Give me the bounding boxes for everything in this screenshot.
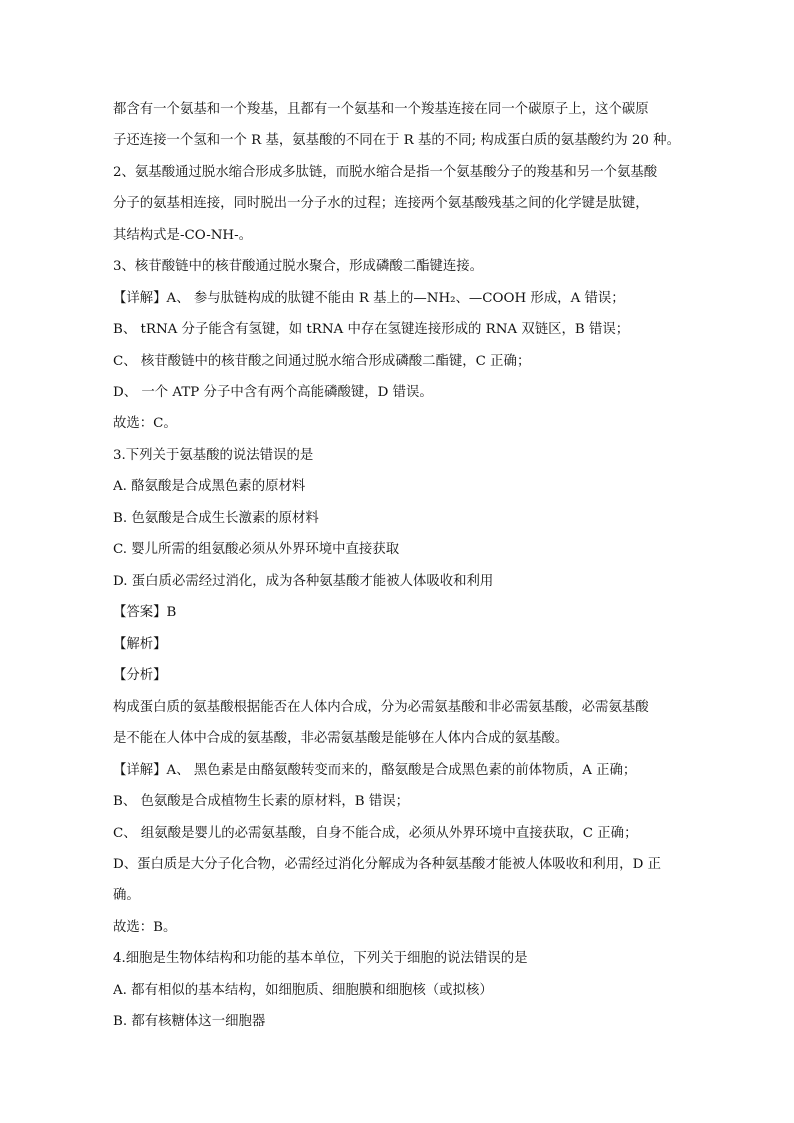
- text-line: 【详解】A、 黑色素是由酪氨酸转变而来的，酪氨酸是合成黑色素的前体物质，A 正确；: [113, 763, 637, 778]
- question-title: 4.细胞是生物体结构和功能的基本单位，下列关于细胞的说法错误的是: [113, 951, 528, 966]
- text-line: 故选：B。: [113, 920, 177, 935]
- text-line: C、 组氨酸是婴儿的必需氨基酸，自身不能合成，必须从外界环境中直接获取，C 正确；: [113, 826, 638, 841]
- text-line: D、 一个 ATP 分子中含有两个高能磷酸键，D 错误。: [113, 385, 433, 400]
- question-title: 3.下列关于氨基酸的说法错误的是: [113, 448, 314, 463]
- text-line: D、蛋白质是大分子化合物，必需经过消化分解成为各种氨基酸才能被人体吸收和利用，D 正: [113, 857, 661, 872]
- option-line: D. 蛋白质必需经过消化，成为各种氨基酸才能被人体吸收和利用: [113, 574, 494, 589]
- text-line: B、 色氨酸是合成植物生长素的原材料，B 错误；: [113, 794, 410, 809]
- section-heading: 【分析】: [113, 668, 167, 683]
- option-line: C. 婴儿所需的组氨酸必须从外界环境中直接获取: [113, 542, 400, 557]
- text-line: 分子的氨基相连接，同时脱出一分子水的过程；连接两个氨基酸残基之间的化学键是肽键，: [113, 196, 649, 211]
- answer-line: 【答案】B: [113, 605, 177, 620]
- text-line: 是不能在人体中合成的氨基酸，非必需氨基酸是能够在人体内合成的氨基酸。: [113, 731, 569, 746]
- option-line: A. 都有相似的基本结构，如细胞质、细胞膜和细胞核（或拟核）: [113, 983, 493, 998]
- text-line: C、 核苷酸链中的核苷酸之间通过脱水缩合形成磷酸二酯键，C 正确；: [113, 354, 531, 369]
- section-heading: 【解析】: [113, 637, 167, 652]
- text-line: 其结构式是-CO-NH-。: [113, 228, 253, 243]
- text-line: 故选：C。: [113, 416, 177, 431]
- text-line: B、 tRNA 分子能含有氢键，如 tRNA 中存在氢键连接形成的 RNA 双链区，B 错误；: [113, 322, 630, 337]
- text-line: 确。: [113, 888, 140, 903]
- option-line: B. 都有核糖体这一细胞器: [113, 1014, 266, 1029]
- text-line: 3、核苷酸链中的核苷酸通过脱水聚合，形成磷酸二酯键连接。: [113, 259, 484, 274]
- text-line: 子还连接一个氢和一个 R 基，氨基酸的不同在于 R 基的不同; 构成蛋白质的氨基酸约为 20 种。: [113, 133, 680, 148]
- text-line: 构成蛋白质的氨基酸根据能否在人体内合成，分为必需氨基酸和非必需氨基酸，必需氨基酸: [113, 700, 649, 715]
- option-line: A. 酪氨酸是合成黑色素的原材料: [113, 479, 306, 494]
- option-line: B. 色氨酸是合成生长激素的原材料: [113, 511, 319, 526]
- text-line: 2、氨基酸通过脱水缩合形成多肽链，而脱水缩合是指一个氨基酸分子的羧基和另一个氨基酸: [113, 165, 658, 180]
- text-line: 都含有一个氨基和一个羧基，且都有一个氨基和一个羧基连接在同一个碳原子上，这个碳原: [113, 102, 649, 117]
- text-line: 【详解】A、 参与肽链构成的肽键不能由 R 基上的—NH₂、—COOH 形成，A 错误；: [113, 291, 625, 306]
